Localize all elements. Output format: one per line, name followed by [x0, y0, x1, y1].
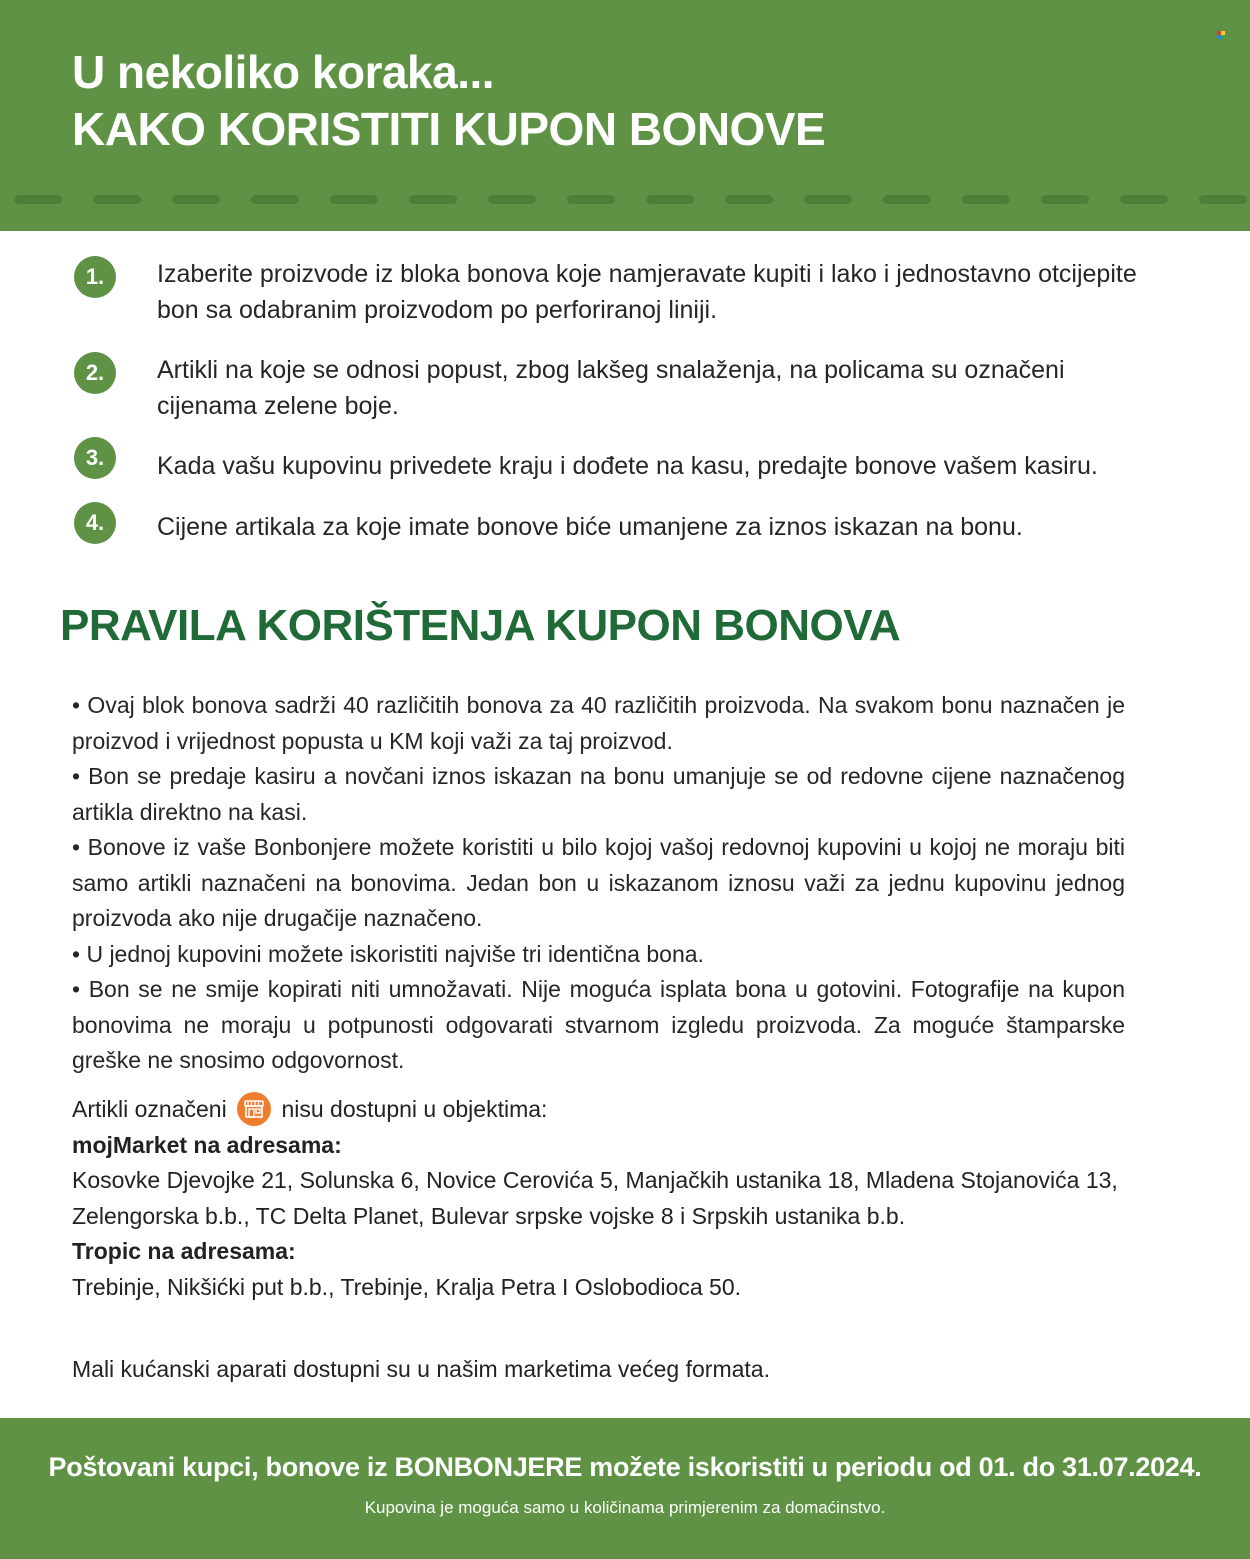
- availability-section: [72, 1092, 1132, 1305]
- perforation-dash: [93, 195, 141, 204]
- title-line-2: KAKO KORISTITI KUPON BONOVE: [72, 103, 826, 155]
- perforation-dash: [14, 195, 62, 204]
- perforation-line: [14, 195, 1250, 205]
- rule-item: • Bonove iz vaše Bonbonjere možete koristiti u bilo kojoj vašoj redovnoj kupovini u kojoj ne moraju biti samo artikli naznačeni na bonovima. Jedan bon u iskazanom iznosu važi za jednu kupovinu jednog proizvoda ako nije drugačije naznačeno.: [72, 834, 1125, 931]
- step-4: [74, 502, 1174, 552]
- color-mark-icon: [1217, 31, 1225, 39]
- step-1: [74, 256, 1174, 336]
- footer-subtext: Kupovina je moguća samo u količinama primjerenim za domaćinstvo.: [364, 1498, 886, 1517]
- perforation-dash: [1041, 195, 1089, 204]
- rules-list: [72, 688, 1125, 1079]
- tropic-label: Tropic na adresama:: [72, 1238, 296, 1265]
- step-3: [74, 437, 1174, 487]
- perforation-dash: [725, 195, 773, 204]
- mojmarket-label: mojMarket na adresama:: [72, 1131, 342, 1158]
- footer-validity-text: Poštovani kupci, bonove iz BONBONJERE možete iskoristiti u periodu od 01. do 31.07.2024.: [48, 1452, 1202, 1482]
- page-title: [72, 44, 825, 158]
- availability-suffix: nisu dostupni u objektima:: [281, 1096, 548, 1122]
- step-number-badge: 1.: [74, 256, 116, 298]
- step-2: [74, 352, 1174, 432]
- perforation-dash: [251, 195, 299, 204]
- perforation-dash: [330, 195, 378, 204]
- step-text: Izaberite proizvode iz bloka bonova koje namjeravate kupiti i lako i jednostavno otcijepite bon sa odabranim proizvodom po perforiranoj liniji.: [157, 260, 1137, 324]
- step-number-badge: 3.: [74, 437, 116, 479]
- rules-heading: PRAVILA KORIŠTENJA KUPON BONOVA: [60, 601, 901, 650]
- appliances-note: Mali kućanski aparati dostupni su u našim marketima većeg formata.: [72, 1356, 770, 1382]
- step-text: Cijene artikala za koje imate bonove biće umanjene za iznos iskazan na bonu.: [157, 513, 1023, 541]
- rule-item: • Ovaj blok bonova sadrži 40 različitih bonova za 40 različitih proizvoda. Na svakom bonu naznačen je proizvod i vrijednost popusta u KM koji važi za taj proizvod.: [72, 692, 1125, 754]
- perforation-dash: [488, 195, 536, 204]
- perforation-dash: [567, 195, 615, 204]
- mojmarket-addresses-2: Zelengorska b.b., TC Delta Planet, Bulevar srpske vojske 8 i Srpskih ustanika b.b.: [72, 1202, 906, 1229]
- rule-item: • Bon se ne smije kopirati niti umnožavati. Nije moguća isplata bona u gotovini. Fotografije na kupon bonovima ne moraju u potpunosti odgovarati stvarnom izgledu proizvoda. Za moguće štamparske greške ne snosimo odgovornost.: [72, 976, 1125, 1073]
- title-line-1: U nekoliko koraka...: [72, 46, 495, 98]
- footer-banner: [0, 1418, 1250, 1559]
- step-number-badge: 4.: [74, 502, 116, 544]
- availability-intro: [72, 1092, 1132, 1128]
- step-number-badge: 2.: [74, 352, 116, 394]
- perforation-dash: [804, 195, 852, 204]
- mojmarket-addresses-1: Kosovke Djevojke 21, Solunska 6, Novice Cerovića 5, Manjačkih ustanika 18, Mladena Stojanovića 13,: [72, 1167, 1118, 1194]
- availability-prefix: Artikli označeni: [72, 1096, 227, 1122]
- rule-item: • U jednoj kupovini možete iskoristiti najviše tri identična bona.: [72, 940, 704, 967]
- step-text: Kada vašu kupovinu privedete kraju i dođete na kasu, predajte bonove vašem kasiru.: [157, 452, 1098, 480]
- rule-item: • Bon se predaje kasiru a novčani iznos iskazan na bonu umanjuje se od redovne cijene naznačenog artikla direktno na kasi.: [72, 763, 1125, 825]
- header-banner: [0, 0, 1250, 231]
- perforation-dash: [1199, 195, 1247, 204]
- perforation-dash: [646, 195, 694, 204]
- tropic-addresses: Trebinje, Nikšićki put b.b., Trebinje, Kralja Petra I Oslobodioca 50.: [72, 1273, 742, 1300]
- step-text: Artikli na koje se odnosi popust, zbog lakšeg snalaženja, na policama su označeni cijenama zelene boje.: [157, 356, 1065, 420]
- perforation-dash: [172, 195, 220, 204]
- perforation-dash: [962, 195, 1010, 204]
- perforation-dash: [1120, 195, 1168, 204]
- perforation-dash: [409, 195, 457, 204]
- shop-icon: [237, 1092, 271, 1126]
- perforation-dash: [883, 195, 931, 204]
